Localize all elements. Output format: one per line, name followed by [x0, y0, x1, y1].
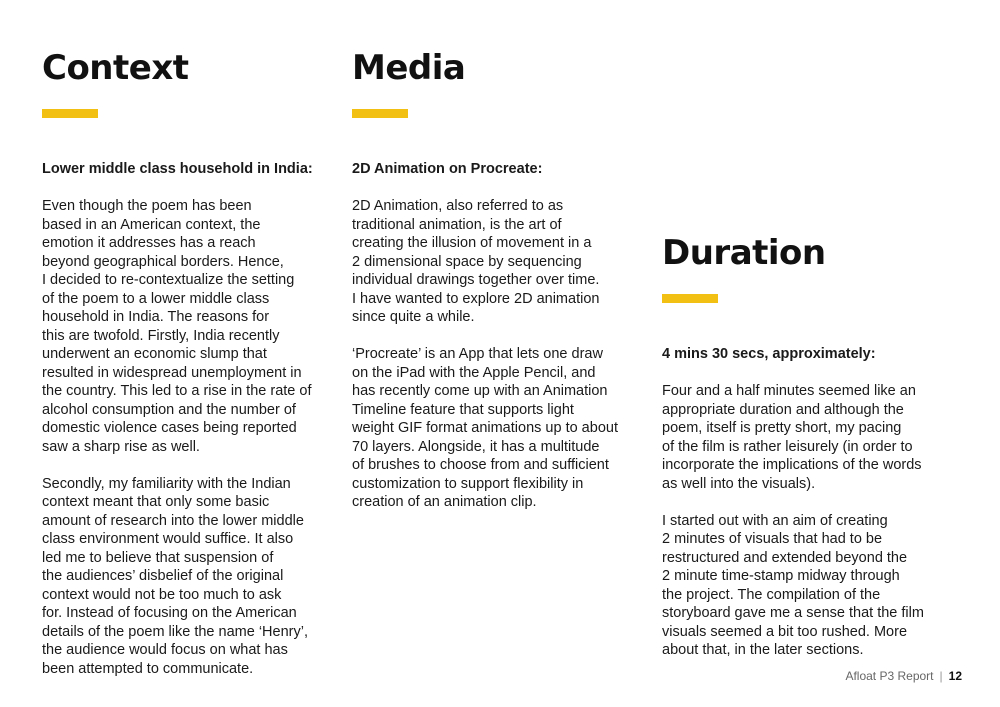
duration-paragraph-1: Four and a half minutes seemed like an appropriate duration and although the poem, itself is pretty short, my pacing of the film is rather leisurely (in order to incorporate the implications of the words as well into the visuals). [662, 383, 922, 492]
context-heading: Context [42, 48, 189, 88]
media-paragraph-2: ‘Procreate’ is an App that lets one draw on the iPad with the Apple Pencil, and has recently come up with an Animation Timeline feature that supports light weight GIF format animations up to about 70 layers. Alongside, it has a multitude of brushes to choose from and sufficient customization to support flexibility in creation of an animation clip. [352, 346, 618, 510]
media-heading: Media [352, 48, 466, 88]
context-column [42, 48, 342, 678]
context-subheading: Lower middle class household in India: [42, 161, 313, 177]
media-paragraph-1: 2D Animation, also referred to as traditional animation, is the art of creating the illusion of movement in a 2 dimensional space by sequencing individual drawings together over time. I have wanted to explore 2D animation since quite a while. [352, 198, 600, 325]
duration-subheading: 4 mins 30 secs, approximately: [662, 346, 876, 362]
context-accent-bar [42, 109, 98, 118]
context-paragraph-1: Even though the poem has been based in an American context, the emotion it addresses has a reach beyond geographical borders. Hence, I decided to re-contextualize the setting of the poem to a lower middle class household in India. The reasons for this are twofold. Firstly, India recently underwent an economic slump that resulted in widespread unemployment in the country. This led to a rise in the rate of alcohol consumption and the number of domestic violence cases being reported saw a sharp rise as well. [42, 198, 312, 455]
page-number: 12 [948, 669, 962, 683]
report-title: Afloat P3 Report [845, 669, 934, 683]
media-column [352, 48, 652, 512]
duration-column [662, 233, 962, 660]
duration-paragraph-2: I started out with an aim of creating 2 minutes of visuals that had to be restructured and extended beyond the 2 minute time-stamp midway through the project. The compilation of the storyboard gave me a sense that the film visuals seemed a bit too rushed. More about that, in the later sections. [662, 512, 924, 658]
media-accent-bar [352, 109, 408, 118]
footer-separator: | [939, 669, 943, 683]
context-paragraph-2: Secondly, my familiarity with the Indian context meant that only some basic amount of research into the lower middle class environment would suffice. It also led me to believe that suspension of the audiences’ disbelief of the original context would not be too much to ask for. Instead of focusing on the American details of the poem like the name ‘Henry’, the audience would focus on what has been attempted to communicate. [42, 475, 308, 677]
duration-accent-bar [662, 294, 718, 303]
page-footer [845, 669, 962, 683]
duration-heading: Duration [662, 233, 826, 273]
media-subheading: 2D Animation on Procreate: [352, 161, 543, 177]
